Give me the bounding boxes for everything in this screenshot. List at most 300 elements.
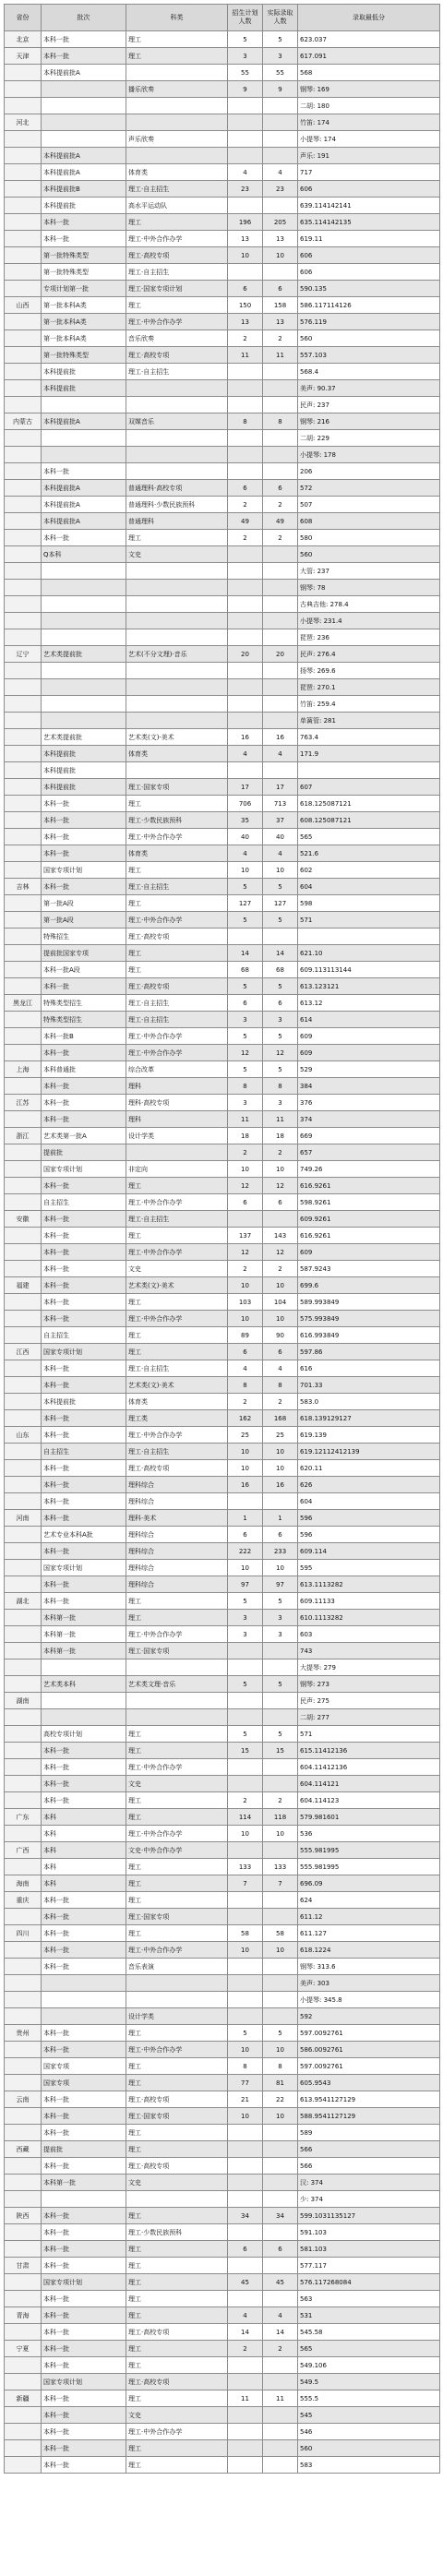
- cell-min-score: 619.11: [298, 231, 440, 247]
- cell-plan: 3: [228, 1626, 263, 1643]
- cell-batch: 本科一批: [42, 1427, 126, 1444]
- table-row: [5, 1875, 440, 1892]
- cell-type: 理工: [126, 2274, 228, 2291]
- cell-batch: 本科一批: [42, 796, 126, 812]
- cell-batch: 本科提前批: [42, 1394, 126, 1410]
- cell-batch: [42, 131, 126, 148]
- cell-admitted: [263, 613, 298, 629]
- cell-min-score: 618.125087121: [298, 796, 440, 812]
- table-row: [5, 231, 440, 247]
- table-row: [5, 1012, 440, 1028]
- cell-min-score: 621.10: [298, 945, 440, 962]
- cell-min-score: 603: [298, 1626, 440, 1643]
- cell-province: [5, 613, 42, 629]
- cell-province: [5, 264, 42, 281]
- cell-admitted: [263, 2141, 298, 2158]
- cell-min-score: 619.139: [298, 1427, 440, 1444]
- cell-min-score: 609.114: [298, 1543, 440, 1560]
- cell-min-score: 617.091: [298, 48, 440, 65]
- table-row: [5, 1842, 440, 1859]
- cell-admitted: [263, 2191, 298, 2208]
- cell-type: 理工类: [126, 1410, 228, 1427]
- table-row: [5, 181, 440, 198]
- cell-type: [126, 380, 228, 397]
- cell-admitted: [263, 1709, 298, 1726]
- cell-batch: 自主招生: [42, 1327, 126, 1344]
- cell-plan: [228, 2407, 263, 2424]
- table-row: [5, 2091, 440, 2108]
- cell-plan: 20: [228, 646, 263, 663]
- cell-type: 理工·中外合作办学: [126, 1759, 228, 1776]
- cell-admitted: 6: [263, 2241, 298, 2258]
- cell-min-score: 609: [298, 1045, 440, 1061]
- cell-admitted: [263, 563, 298, 580]
- cell-type: 文史: [126, 2175, 228, 2191]
- cell-min-score: 507: [298, 497, 440, 513]
- cell-province: [5, 2374, 42, 2390]
- cell-admitted: [263, 629, 298, 646]
- cell-min-score: 604.11412136: [298, 1759, 440, 1776]
- cell-min-score: 555.981995: [298, 1859, 440, 1875]
- table-row: [5, 281, 440, 297]
- cell-plan: 14: [228, 945, 263, 962]
- cell-min-score: 545.58: [298, 2324, 440, 2341]
- table-row: [5, 2108, 440, 2125]
- cell-batch: 本科一批: [42, 1078, 126, 1095]
- table-row: [5, 2424, 440, 2440]
- table-row: [5, 962, 440, 978]
- cell-province: [5, 2457, 42, 2474]
- cell-min-score: 577.117: [298, 2258, 440, 2274]
- cell-type: [126, 447, 228, 463]
- cell-batch: 本科提前批A: [42, 497, 126, 513]
- cell-type: 理科综合: [126, 1527, 228, 1543]
- cell-min-score: 美声: 303: [298, 1975, 440, 1992]
- cell-plan: 11: [228, 2390, 263, 2407]
- cell-plan: 8: [228, 1377, 263, 1394]
- cell-type: 理科综合: [126, 1560, 228, 1576]
- cell-plan: 10: [228, 1560, 263, 1576]
- cell-batch: 本科第一批: [42, 1643, 126, 1659]
- cell-province: 西藏: [5, 2141, 42, 2158]
- cell-type: [126, 430, 228, 447]
- cell-admitted: [263, 2158, 298, 2175]
- cell-type: 综合改革: [126, 1061, 228, 1078]
- cell-admitted: 4: [263, 1360, 298, 1377]
- cell-batch: 本科一批: [42, 214, 126, 231]
- cell-plan: [228, 1959, 263, 1975]
- cell-min-score: 608: [298, 513, 440, 530]
- cell-min-score: 536: [298, 1826, 440, 1842]
- cell-batch: 本科一批: [42, 2291, 126, 2307]
- cell-min-score: 597.0092761: [298, 2058, 440, 2075]
- cell-province: 贵州: [5, 2025, 42, 2042]
- cell-min-score: 616.9261: [298, 1178, 440, 1194]
- table-row: [5, 1743, 440, 1759]
- table-row: [5, 1543, 440, 1560]
- cell-admitted: [263, 2424, 298, 2440]
- cell-plan: 1: [228, 1510, 263, 1527]
- cell-type: 理工: [126, 2141, 228, 2158]
- cell-admitted: 8: [263, 2058, 298, 2075]
- cell-batch: [42, 596, 126, 613]
- cell-batch: 艺术类提前批: [42, 729, 126, 746]
- cell-type: 理工: [126, 2241, 228, 2258]
- cell-batch: 自主招生: [42, 1194, 126, 1211]
- cell-min-score: 565: [298, 829, 440, 845]
- cell-plan: [228, 762, 263, 779]
- cell-plan: 5: [228, 879, 263, 895]
- cell-batch: [42, 629, 126, 646]
- cell-plan: 16: [228, 729, 263, 746]
- cell-batch: 本科提前批A: [42, 164, 126, 181]
- table-row: [5, 297, 440, 314]
- cell-admitted: 10: [263, 862, 298, 879]
- cell-admitted: 10: [263, 2108, 298, 2125]
- cell-min-score: 竹笛: 174: [298, 114, 440, 131]
- cell-min-score: 586.0092761: [298, 2042, 440, 2058]
- cell-type: 普通理科·高校专项: [126, 480, 228, 497]
- cell-batch: 本科一批: [42, 1925, 126, 1942]
- cell-admitted: 17: [263, 779, 298, 796]
- cell-admitted: [263, 1693, 298, 1709]
- table-row: [5, 912, 440, 929]
- cell-province: [5, 580, 42, 596]
- table-row: [5, 1975, 440, 1992]
- cell-min-score: 749.26: [298, 1161, 440, 1178]
- cell-type: 高水平运动队: [126, 198, 228, 214]
- cell-batch: [42, 563, 126, 580]
- cell-type: [126, 463, 228, 480]
- cell-plan: 706: [228, 796, 263, 812]
- cell-admitted: [263, 929, 298, 945]
- cell-province: 广东: [5, 1809, 42, 1826]
- cell-batch: 本科一批: [42, 1111, 126, 1128]
- cell-min-score: 竹笛: 259.4: [298, 696, 440, 713]
- cell-plan: [228, 613, 263, 629]
- cell-min-score: 二胡: 180: [298, 98, 440, 114]
- cell-type: [126, 397, 228, 413]
- cell-province: [5, 1161, 42, 1178]
- cell-min-score: 598.9261: [298, 1194, 440, 1211]
- cell-min-score: 568: [298, 65, 440, 81]
- cell-province: [5, 679, 42, 696]
- cell-province: [5, 1194, 42, 1211]
- cell-batch: [42, 114, 126, 131]
- cell-type: 理工: [126, 2058, 228, 2075]
- cell-admitted: [263, 2440, 298, 2457]
- cell-province: [5, 1826, 42, 1842]
- cell-plan: [228, 1643, 263, 1659]
- cell-min-score: 606: [298, 264, 440, 281]
- cell-batch: 艺术类本科: [42, 1676, 126, 1693]
- cell-batch: 本科一批: [42, 812, 126, 829]
- cell-batch: 第一批本科A类: [42, 297, 126, 314]
- cell-batch: 本科提前批: [42, 762, 126, 779]
- cell-type: 理工: [126, 31, 228, 48]
- cell-batch: 本科一批: [42, 1377, 126, 1394]
- cell-type: 理工: [126, 1859, 228, 1875]
- cell-batch: 提前批: [42, 1144, 126, 1161]
- cell-plan: 14: [228, 2324, 263, 2341]
- cell-plan: [228, 2175, 263, 2191]
- cell-plan: 10: [228, 1161, 263, 1178]
- cell-province: [5, 1444, 42, 1460]
- cell-batch: 本科一批: [42, 1959, 126, 1975]
- cell-plan: [228, 1693, 263, 1709]
- cell-province: [5, 1626, 42, 1643]
- cell-plan: 222: [228, 1543, 263, 1560]
- cell-admitted: 5: [263, 1061, 298, 1078]
- cell-province: [5, 1776, 42, 1792]
- cell-type: [126, 1709, 228, 1726]
- cell-min-score: 623.037: [298, 31, 440, 48]
- cell-province: [5, 1676, 42, 1693]
- table-row: [5, 1277, 440, 1294]
- cell-province: [5, 2241, 42, 2258]
- cell-type: 理工: [126, 1892, 228, 1909]
- cell-plan: 6: [228, 1527, 263, 1543]
- cell-admitted: [263, 1842, 298, 1859]
- cell-type: 理工: [126, 2291, 228, 2307]
- cell-min-score: 576.119: [298, 314, 440, 330]
- cell-min-score: 汉: 374: [298, 2175, 440, 2191]
- cell-min-score: 单簧管: 281: [298, 713, 440, 729]
- table-row: [5, 214, 440, 231]
- admission-table: [4, 4, 440, 2474]
- cell-admitted: 55: [263, 65, 298, 81]
- cell-batch: [42, 98, 126, 114]
- cell-batch: 本科: [42, 1842, 126, 1859]
- cell-type: 理工·国家专项: [126, 1643, 228, 1659]
- cell-min-score: 206: [298, 463, 440, 480]
- cell-batch: 本科一批: [42, 2440, 126, 2457]
- cell-province: [5, 1311, 42, 1327]
- cell-type: 理工·少数民族预科: [126, 812, 228, 829]
- cell-batch: 本科: [42, 1809, 126, 1826]
- cell-admitted: 12: [263, 1045, 298, 1061]
- table-row: [5, 895, 440, 912]
- cell-province: [5, 247, 42, 264]
- cell-min-score: 609: [298, 1244, 440, 1261]
- table-row: [5, 1477, 440, 1493]
- cell-type: 理工·高校专项: [126, 2374, 228, 2390]
- table-row: [5, 48, 440, 65]
- cell-plan: 34: [228, 2208, 263, 2224]
- cell-min-score: 618.1224: [298, 1942, 440, 1959]
- cell-plan: 127: [228, 895, 263, 912]
- cell-province: [5, 2058, 42, 2075]
- cell-province: [5, 397, 42, 413]
- cell-min-score: 531: [298, 2307, 440, 2324]
- cell-min-score: 620.11: [298, 1460, 440, 1477]
- cell-province: [5, 131, 42, 148]
- cell-province: 河南: [5, 1510, 42, 1527]
- cell-province: [5, 2042, 42, 2058]
- cell-batch: 本科一批: [42, 1493, 126, 1510]
- cell-batch: 本科一批: [42, 1792, 126, 1809]
- table-row: [5, 1493, 440, 1510]
- table-row: [5, 563, 440, 580]
- cell-province: 天津: [5, 48, 42, 65]
- table-row: [5, 1244, 440, 1261]
- cell-plan: 2: [228, 1792, 263, 1809]
- cell-plan: 2: [228, 2341, 263, 2357]
- cell-plan: 68: [228, 962, 263, 978]
- cell-plan: [228, 198, 263, 214]
- table-row: [5, 2208, 440, 2224]
- cell-min-score: 619.12112412139: [298, 1444, 440, 1460]
- table-row: [5, 1726, 440, 1743]
- table-row: [5, 1410, 440, 1427]
- table-row: [5, 879, 440, 895]
- cell-province: [5, 330, 42, 347]
- cell-type: [126, 613, 228, 629]
- cell-type: 理工: [126, 796, 228, 812]
- cell-type: 理工·自主招生: [126, 264, 228, 281]
- cell-batch: 本科提前批: [42, 746, 126, 762]
- table-row: [5, 1128, 440, 1144]
- cell-type: 理工: [126, 1294, 228, 1311]
- cell-plan: [228, 397, 263, 413]
- cell-batch: 第一批A段: [42, 895, 126, 912]
- cell-batch: 艺术类提前批: [42, 646, 126, 663]
- cell-batch: 本科一批: [42, 2357, 126, 2374]
- cell-min-score: 560: [298, 330, 440, 347]
- cell-province: [5, 2357, 42, 2374]
- cell-plan: [228, 1211, 263, 1228]
- cell-type: 理工·自主招生: [126, 995, 228, 1012]
- table-row: [5, 2058, 440, 2075]
- cell-plan: 103: [228, 1294, 263, 1311]
- cell-type: 理工: [126, 1344, 228, 1360]
- cell-type: 理工: [126, 1327, 228, 1344]
- cell-province: 浙江: [5, 1128, 42, 1144]
- cell-admitted: 11: [263, 2390, 298, 2407]
- cell-province: [5, 563, 42, 580]
- cell-admitted: [263, 364, 298, 380]
- cell-type: [126, 1693, 228, 1709]
- cell-admitted: 3: [263, 1610, 298, 1626]
- cell-province: [5, 214, 42, 231]
- cell-min-score: 549.106: [298, 2357, 440, 2374]
- cell-admitted: 12: [263, 1244, 298, 1261]
- cell-admitted: [263, 148, 298, 164]
- cell-province: [5, 2324, 42, 2341]
- table-row: [5, 480, 440, 497]
- cell-province: [5, 1294, 42, 1311]
- cell-plan: 6: [228, 281, 263, 297]
- table-row: [5, 2008, 440, 2025]
- cell-plan: 5: [228, 1726, 263, 1743]
- cell-admitted: 5: [263, 31, 298, 48]
- cell-admitted: 34: [263, 2208, 298, 2224]
- cell-admitted: 4: [263, 845, 298, 862]
- cell-type: 理工·中外合作办学: [126, 1942, 228, 1959]
- cell-min-score: 596: [298, 1510, 440, 1527]
- cell-batch: [42, 713, 126, 729]
- cell-min-score: 613.123121: [298, 978, 440, 995]
- cell-batch: 第一批特殊类型: [42, 347, 126, 364]
- cell-batch: 本科一批: [42, 231, 126, 247]
- cell-admitted: 713: [263, 796, 298, 812]
- cell-batch: [42, 1659, 126, 1676]
- table-row: [5, 264, 440, 281]
- cell-plan: 15: [228, 1743, 263, 1759]
- table-row: [5, 1759, 440, 1776]
- cell-type: 艺术类(文)·美术: [126, 1277, 228, 1294]
- cell-plan: 4: [228, 746, 263, 762]
- cell-admitted: 2: [263, 497, 298, 513]
- table-row: [5, 1194, 440, 1211]
- cell-plan: 5: [228, 1061, 263, 1078]
- cell-province: [5, 962, 42, 978]
- cell-type: 普通理科: [126, 513, 228, 530]
- cell-type: 理工·国家专项: [126, 779, 228, 796]
- cell-province: [5, 1975, 42, 1992]
- cell-plan: 8: [228, 413, 263, 430]
- cell-plan: 77: [228, 2075, 263, 2091]
- cell-type: 理工: [126, 48, 228, 65]
- cell-min-score: 小提琴: 231.4: [298, 613, 440, 629]
- cell-plan: 10: [228, 862, 263, 879]
- table-row: [5, 513, 440, 530]
- cell-plan: 8: [228, 1078, 263, 1095]
- cell-plan: [228, 2440, 263, 2457]
- cell-batch: 专项计划第一批: [42, 281, 126, 297]
- cell-admitted: [263, 2008, 298, 2025]
- cell-plan: 3: [228, 1012, 263, 1028]
- cell-admitted: 6: [263, 1344, 298, 1360]
- cell-batch: 本科一批: [42, 1743, 126, 1759]
- cell-plan: [228, 447, 263, 463]
- cell-plan: [228, 2374, 263, 2390]
- cell-min-score: 二胡: 277: [298, 1709, 440, 1726]
- cell-plan: [228, 2258, 263, 2274]
- cell-type: [126, 713, 228, 729]
- cell-min-score: 374: [298, 1111, 440, 1128]
- cell-plan: [228, 380, 263, 397]
- cell-province: [5, 2075, 42, 2091]
- cell-type: 理工: [126, 214, 228, 231]
- cell-plan: 5: [228, 1028, 263, 1045]
- cell-type: 音乐表演: [126, 1959, 228, 1975]
- table-row: [5, 596, 440, 613]
- cell-min-score: 171.9: [298, 746, 440, 762]
- cell-min-score: 609: [298, 1028, 440, 1045]
- cell-plan: 11: [228, 1111, 263, 1128]
- cell-min-score: 560: [298, 546, 440, 563]
- cell-admitted: 90: [263, 1327, 298, 1344]
- cell-admitted: [263, 696, 298, 713]
- cell-batch: 本科一批: [42, 2341, 126, 2357]
- cell-type: 理工: [126, 2075, 228, 2091]
- cell-province: [5, 1992, 42, 2008]
- cell-province: [5, 2224, 42, 2241]
- cell-type: [126, 762, 228, 779]
- cell-min-score: 583: [298, 2457, 440, 2474]
- cell-type: 理工: [126, 1610, 228, 1626]
- cell-plan: [228, 1975, 263, 1992]
- cell-batch: [42, 663, 126, 679]
- cell-province: [5, 2191, 42, 2208]
- cell-batch: [42, 81, 126, 98]
- table-row: [5, 2440, 440, 2457]
- cell-admitted: 6: [263, 281, 298, 297]
- cell-type: 音乐欣奏: [126, 330, 228, 347]
- cell-plan: [228, 1709, 263, 1726]
- cell-batch: 本科一批: [42, 2390, 126, 2407]
